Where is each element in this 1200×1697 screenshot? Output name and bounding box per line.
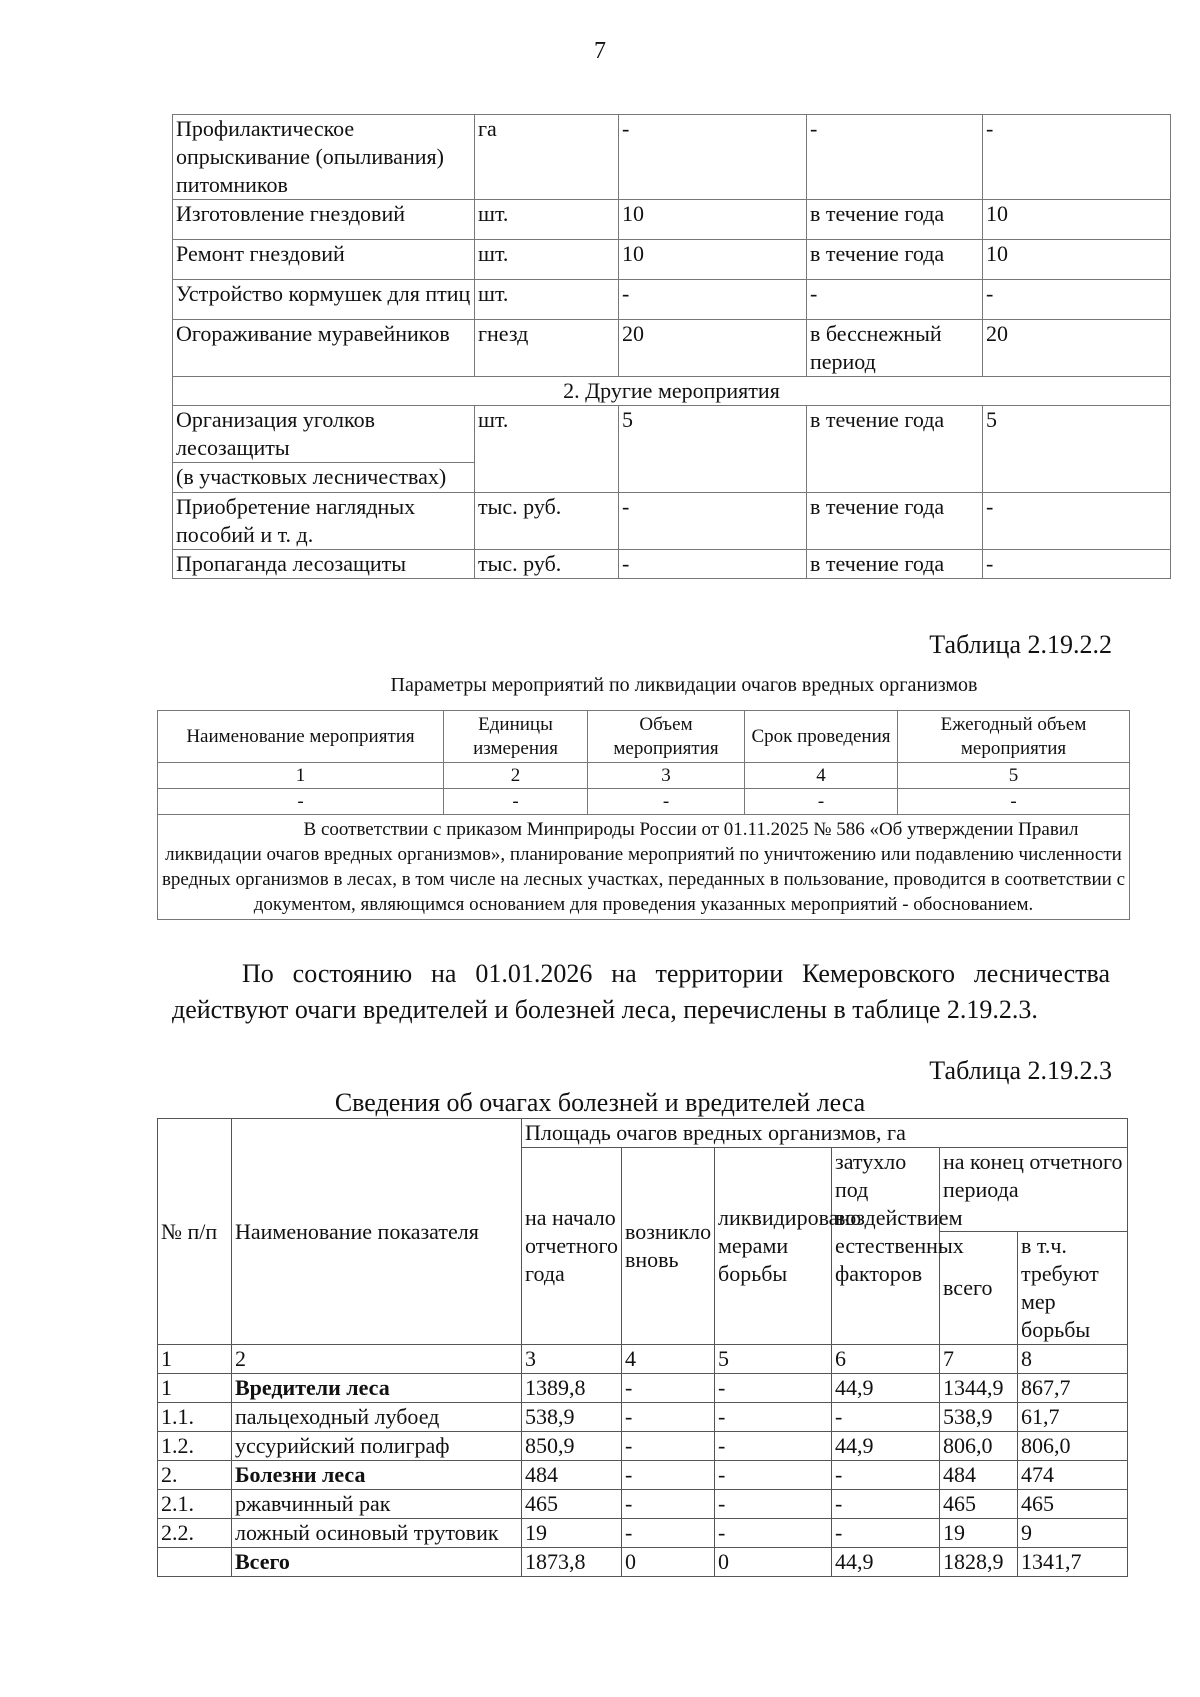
t3-colnum: 8 <box>1018 1345 1128 1374</box>
t3-value: - <box>622 1461 715 1490</box>
t3-value: - <box>715 1374 832 1403</box>
t3-value: - <box>622 1490 715 1519</box>
t3-num: 1.2. <box>158 1432 232 1461</box>
t2-colnum: 2 <box>444 763 588 789</box>
t3-num: 1 <box>158 1374 232 1403</box>
t3-name: Вредители леса <box>232 1374 522 1403</box>
t1-term: в течение года <box>807 550 983 579</box>
t3-value: 19 <box>522 1519 622 1548</box>
t3-colnum: 7 <box>940 1345 1018 1374</box>
t3-value: 538,9 <box>940 1403 1018 1432</box>
t3-value: 465 <box>940 1490 1018 1519</box>
t1-volume: 5 <box>619 406 807 493</box>
t3-value: - <box>832 1461 940 1490</box>
t1-name: Приобретение наглядных пособий и т. д. <box>173 493 475 550</box>
t2-header-name: Наименование мероприятия <box>158 711 444 763</box>
t1-unit: шт. <box>475 280 619 320</box>
table-row <box>158 1403 1128 1432</box>
t1-annual: 20 <box>983 320 1171 377</box>
t3-value: 850,9 <box>522 1432 622 1461</box>
t1-term: в течение года <box>807 200 983 240</box>
t3-value: 806,0 <box>1018 1432 1128 1461</box>
t1-unit: шт. <box>475 240 619 280</box>
t3-colnum: 1 <box>158 1345 232 1374</box>
t1-term: - <box>807 115 983 200</box>
t3-value: 19 <box>940 1519 1018 1548</box>
t3-value: - <box>622 1519 715 1548</box>
t3-value: 44,9 <box>832 1432 940 1461</box>
t2-note: В соответствии с приказом Минприроды России от 01.11.2025 № 586 «Об утверждении Правил ликвидации очагов вредных организмов», планирование мероприятий по уничтожению или подавлению численности вредных организмов в лесах, в том числе на лесных участках, переданных в пользование, проводится в соответствии с документом, являющимся основанием для проведения указанных мероприятий - обоснованием. <box>158 815 1130 920</box>
body-paragraph: По состоянию на 01.01.2026 на территории Кемеровского лесничества действуют очаги вредителей и болезней леса, перечислены в таблице 2.19.2.3. <box>172 959 1110 1024</box>
t2-cell: - <box>588 789 745 815</box>
t1-volume: - <box>619 550 807 579</box>
t3-value: 9 <box>1018 1519 1128 1548</box>
page-number: 7 <box>594 38 606 64</box>
t1-unit: гнезд <box>475 320 619 377</box>
t3-value: - <box>715 1461 832 1490</box>
t2-colnum: 3 <box>588 763 745 789</box>
table-row <box>158 1432 1128 1461</box>
t3-colnum: 3 <box>522 1345 622 1374</box>
t1-annual: 10 <box>983 240 1171 280</box>
t1-volume: 10 <box>619 200 807 240</box>
t1-section-title: 2. Другие мероприятия <box>173 377 1171 406</box>
t3-value: 1873,8 <box>522 1548 622 1577</box>
t3-name: Всего <box>232 1548 522 1577</box>
foci-table <box>157 1118 1128 1577</box>
t3-value: - <box>715 1403 832 1432</box>
table-2-caption: Параметры мероприятий по ликвидации очагов вредных организмов <box>390 674 978 696</box>
table-3-title: Сведения об очагах болезней и вредителей леса <box>334 1088 866 1117</box>
table-row <box>158 1461 1128 1490</box>
t3-value: - <box>715 1490 832 1519</box>
t1-unit: тыс. руб. <box>475 550 619 579</box>
t2-header-unit: Единицы измерения <box>444 711 588 763</box>
t3-value: 474 <box>1018 1461 1128 1490</box>
table-3-number: Таблица 2.19.2.3 <box>929 1056 1112 1085</box>
t1-annual: - <box>983 550 1171 579</box>
t3-value: 44,9 <box>832 1374 940 1403</box>
t3-header-total: всего <box>940 1232 1018 1345</box>
t2-cell: - <box>898 789 1130 815</box>
t3-value: - <box>832 1519 940 1548</box>
t3-header-require: в т.ч. требуют мер борьбы <box>1018 1232 1128 1345</box>
t3-header-area: Площадь очагов вредных организмов, га <box>522 1119 1128 1148</box>
t1-name: Профилактическое опрыскивание (опыливания) питомников <box>173 115 475 200</box>
t1-unit: шт. <box>475 406 619 493</box>
t1-term: в течение года <box>807 493 983 550</box>
table-row <box>173 493 1171 550</box>
t3-header-liquidated: ликвидировано мерами борьбы <box>715 1148 832 1345</box>
t3-value: 484 <box>940 1461 1018 1490</box>
t3-colnum: 5 <box>715 1345 832 1374</box>
protection-measures-table <box>172 114 1171 579</box>
t1-annual: 10 <box>983 200 1171 240</box>
t3-colnum: 4 <box>622 1345 715 1374</box>
t1-unit: тыс. руб. <box>475 493 619 550</box>
t1-volume: - <box>619 115 807 200</box>
t1-term: в течение года <box>807 240 983 280</box>
t2-colnum: 1 <box>158 763 444 789</box>
t3-num <box>158 1548 232 1577</box>
t3-name: ложный осиновый трутовик <box>232 1519 522 1548</box>
t3-colnum: 6 <box>832 1345 940 1374</box>
t1-name: Огораживание муравейников <box>173 320 475 377</box>
t3-header-new: возникло вновь <box>622 1148 715 1345</box>
t1-term: в течение года <box>807 406 983 493</box>
t3-value: 1389,8 <box>522 1374 622 1403</box>
t1-annual: 5 <box>983 406 1171 493</box>
t3-value: - <box>622 1432 715 1461</box>
t1-volume: 10 <box>619 240 807 280</box>
t3-value: 1341,7 <box>1018 1548 1128 1577</box>
table-row <box>158 1374 1128 1403</box>
table-row <box>173 550 1171 579</box>
t3-value: - <box>715 1432 832 1461</box>
t2-cell: - <box>444 789 588 815</box>
t3-value: 867,7 <box>1018 1374 1128 1403</box>
t1-unit: шт. <box>475 200 619 240</box>
t3-header-num: № п/п <box>158 1119 232 1345</box>
table-row <box>173 115 1171 200</box>
t2-header-volume: Объем мероприятия <box>588 711 745 763</box>
t3-name: ржавчинный рак <box>232 1490 522 1519</box>
t3-value: - <box>622 1403 715 1432</box>
t3-value: - <box>715 1519 832 1548</box>
t2-cell: - <box>158 789 444 815</box>
t3-num: 1.1. <box>158 1403 232 1432</box>
table-row <box>158 1490 1128 1519</box>
t1-annual: - <box>983 493 1171 550</box>
t1-annual: - <box>983 115 1171 200</box>
table-row <box>158 1519 1128 1548</box>
t3-value: - <box>832 1490 940 1519</box>
t3-value: 61,7 <box>1018 1403 1128 1432</box>
t1-name: Организация уголков лесозащиты <box>173 406 475 463</box>
t1-unit: га <box>475 115 619 200</box>
t3-value: 538,9 <box>522 1403 622 1432</box>
t2-header-term: Срок проведения <box>745 711 898 763</box>
t3-value: - <box>622 1374 715 1403</box>
t3-value: 1344,9 <box>940 1374 1018 1403</box>
t3-value: 44,9 <box>832 1548 940 1577</box>
t1-term: в бесснежный период <box>807 320 983 377</box>
t3-value: 1828,9 <box>940 1548 1018 1577</box>
t1-name: (в участковых лесничествах) <box>173 463 475 493</box>
table-row <box>173 200 1171 240</box>
t1-name: Пропаганда лесозащиты <box>173 550 475 579</box>
t2-cell: - <box>745 789 898 815</box>
t3-value: 806,0 <box>940 1432 1018 1461</box>
t3-name: уссурийский полиграф <box>232 1432 522 1461</box>
t1-volume: - <box>619 280 807 320</box>
t3-header-name: Наименование показателя <box>232 1119 522 1345</box>
t3-value: 0 <box>622 1548 715 1577</box>
t1-term: - <box>807 280 983 320</box>
table-row <box>173 320 1171 377</box>
table-row <box>158 1548 1128 1577</box>
t1-annual: - <box>983 280 1171 320</box>
t1-name: Устройство кормушек для птиц <box>173 280 475 320</box>
t3-header-end: на конец отчетного периода <box>940 1148 1128 1232</box>
table-row <box>173 240 1171 280</box>
table-2-number: Таблица 2.19.2.2 <box>929 630 1112 659</box>
t1-name: Ремонт гнездовий <box>173 240 475 280</box>
t3-value: 484 <box>522 1461 622 1490</box>
t3-name: пальцеходный лубоед <box>232 1403 522 1432</box>
t3-colnum: 2 <box>232 1345 522 1374</box>
table-row <box>173 280 1171 320</box>
t3-name: Болезни леса <box>232 1461 522 1490</box>
t2-colnum: 4 <box>745 763 898 789</box>
t3-header-natural: затухло под воздействием естественных факторов <box>832 1148 940 1345</box>
t3-num: 2.1. <box>158 1490 232 1519</box>
t3-num: 2.2. <box>158 1519 232 1548</box>
liquidation-parameters-table <box>157 710 1130 920</box>
t3-num: 2. <box>158 1461 232 1490</box>
t3-value: 0 <box>715 1548 832 1577</box>
t1-volume: - <box>619 493 807 550</box>
t3-value: 465 <box>522 1490 622 1519</box>
t3-value: 465 <box>1018 1490 1128 1519</box>
t2-colnum: 5 <box>898 763 1130 789</box>
t3-header-start: на начало отчетного года <box>522 1148 622 1345</box>
t1-name: Изготовление гнездовий <box>173 200 475 240</box>
t3-value: - <box>832 1403 940 1432</box>
t1-volume: 20 <box>619 320 807 377</box>
t2-header-annual: Ежегодный объем мероприятия <box>898 711 1130 763</box>
